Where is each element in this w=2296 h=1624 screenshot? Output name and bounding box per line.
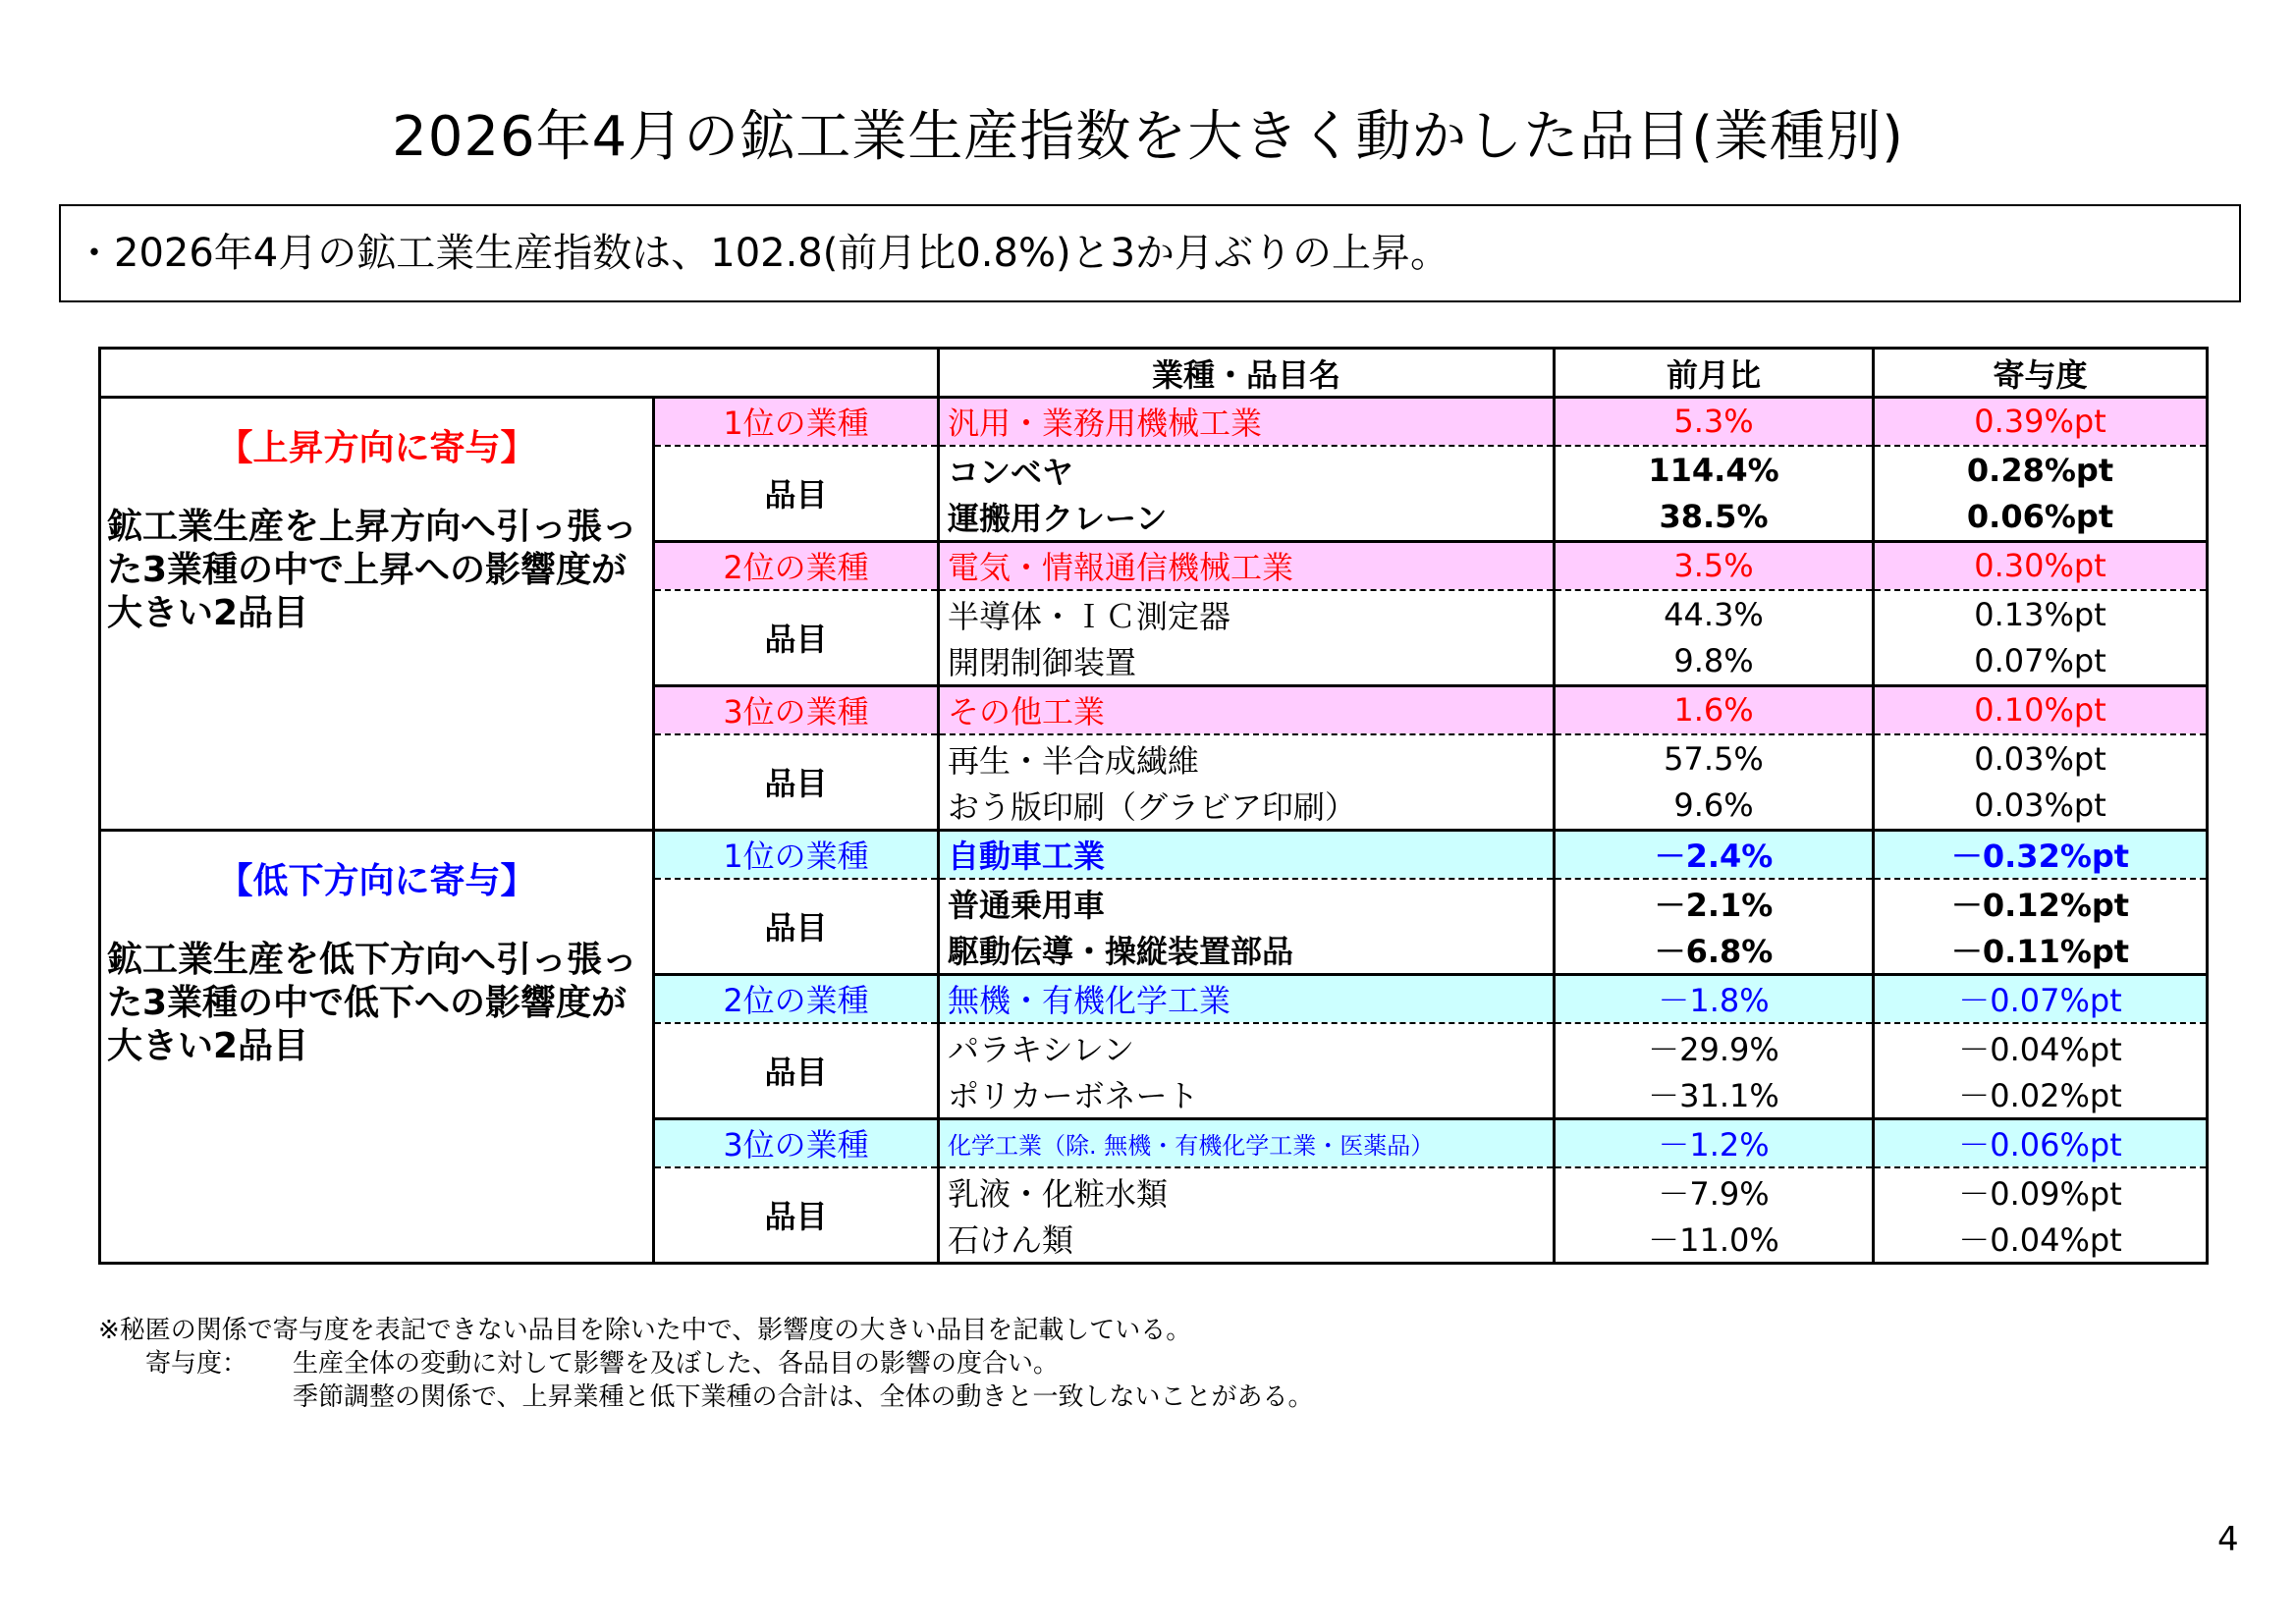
items-label: 品目 [654, 1167, 939, 1264]
item-contrib: 0.28%pt [1874, 446, 2208, 494]
item-yoy: 38.5% [1555, 494, 1874, 542]
industry-yoy: －1.8% [1555, 975, 1874, 1023]
industry-name: その他工業 [939, 686, 1555, 734]
item-name: 運搬用クレーン [939, 494, 1555, 542]
downward-group-cell [100, 831, 654, 1264]
industry-contrib: －0.07%pt [1874, 975, 2208, 1023]
items-label: 品目 [654, 446, 939, 542]
item-yoy: 9.8% [1555, 638, 1874, 686]
industry-rank: 1位の業種 [654, 831, 939, 879]
item-contrib: －0.12%pt [1874, 879, 2208, 927]
contribution-table [98, 347, 2209, 1265]
industry-name: 汎用・業務用機械工業 [939, 398, 1555, 446]
items-label: 品目 [654, 879, 939, 975]
item-yoy: －6.8% [1555, 927, 1874, 975]
header-blank-cell [100, 349, 939, 398]
item-contrib: 0.03%pt [1874, 783, 2208, 831]
item-name: 乳液・化粧水類 [939, 1167, 1555, 1216]
item-yoy: －29.9% [1555, 1023, 1874, 1071]
items-label: 品目 [654, 590, 939, 686]
item-name: パラキシレン [939, 1023, 1555, 1071]
industry-rank: 3位の業種 [654, 1119, 939, 1167]
items-label: 品目 [654, 734, 939, 831]
industry-yoy: －2.4% [1555, 831, 1874, 879]
industry-rank: 3位の業種 [654, 686, 939, 734]
industry-rank: 2位の業種 [654, 542, 939, 590]
upward-group-description: 鉱工業生産を上昇方向へ引っ張った3業種の中で上昇への影響度が大きい2品目 [107, 507, 638, 633]
item-yoy: －7.9% [1555, 1167, 1874, 1216]
industry-contrib: －0.06%pt [1874, 1119, 2208, 1167]
item-name: 開閉制御装置 [939, 638, 1555, 686]
industry-contrib: 0.10%pt [1874, 686, 2208, 734]
table-header-row [100, 349, 2208, 398]
footnote-contrib-def2: 季節調整の関係で、上昇業種と低下業種の合計は、全体の動きと一致しないことがある。 [293, 1382, 1314, 1412]
item-name: 再生・半合成繊維 [939, 734, 1555, 783]
page-number: 4 [2217, 1520, 2239, 1559]
industry-contrib: 0.39%pt [1874, 398, 2208, 446]
item-yoy: －11.0% [1555, 1216, 1874, 1264]
industry-yoy: －1.2% [1555, 1119, 1874, 1167]
item-contrib: －0.11%pt [1874, 927, 2208, 975]
industry-name: 無機・有機化学工業 [939, 975, 1555, 1023]
item-contrib: 0.06%pt [1874, 494, 2208, 542]
upward-group-heading: 【上昇方向に寄与】 [217, 428, 536, 468]
header-contrib: 寄与度 [1874, 349, 2208, 398]
industry-row [100, 398, 2208, 446]
item-yoy: 44.3% [1555, 590, 1874, 638]
summary-box: ・2026年4月の鉱工業生産指数は、102.8(前月比0.8%)と3か月ぶりの上昇。 [59, 204, 2241, 302]
industry-row [100, 831, 2208, 879]
industry-rank: 2位の業種 [654, 975, 939, 1023]
industry-yoy: 3.5% [1555, 542, 1874, 590]
industry-name: 化学工業（除. 無機・有機化学工業・医薬品） [939, 1119, 1555, 1167]
item-contrib: 0.13%pt [1874, 590, 2208, 638]
items-label: 品目 [654, 1023, 939, 1119]
item-name: おう版印刷（グラビア印刷） [939, 783, 1555, 831]
item-contrib: －0.02%pt [1874, 1071, 2208, 1119]
header-yoy: 前月比 [1555, 349, 1874, 398]
item-yoy: 9.6% [1555, 783, 1874, 831]
industry-name: 自動車工業 [939, 831, 1555, 879]
item-name: 半導体・ＩＣ測定器 [939, 590, 1555, 638]
item-yoy: －2.1% [1555, 879, 1874, 927]
item-yoy: 57.5% [1555, 734, 1874, 783]
item-contrib: －0.09%pt [1874, 1167, 2208, 1216]
industry-name: 電気・情報通信機械工業 [939, 542, 1555, 590]
industry-yoy: 1.6% [1555, 686, 1874, 734]
item-name: コンベヤ [939, 446, 1555, 494]
item-yoy: 114.4% [1555, 446, 1874, 494]
industry-contrib: －0.32%pt [1874, 831, 2208, 879]
footnote-contrib-def1: 生産全体の変動に対して影響を及ぼした、各品目の影響の度合い。 [293, 1349, 1060, 1379]
downward-group-description: 鉱工業生産を低下方向へ引っ張った3業種の中で低下への影響度が大きい2品目 [107, 940, 638, 1066]
footnote-contrib-definition [98, 1347, 1313, 1380]
industry-yoy: 5.3% [1555, 398, 1874, 446]
industry-contrib: 0.30%pt [1874, 542, 2208, 590]
item-name: 駆動伝導・操縦装置部品 [939, 927, 1555, 975]
item-yoy: －31.1% [1555, 1071, 1874, 1119]
header-name: 業種・品目名 [939, 349, 1555, 398]
footnotes [98, 1314, 1313, 1414]
upward-group-cell [100, 398, 654, 831]
item-contrib: 0.03%pt [1874, 734, 2208, 783]
footnote-contrib-label: 寄与度： [145, 1349, 248, 1379]
item-name: ポリカーボネート [939, 1071, 1555, 1119]
footnote-confidentiality: ※秘匿の関係で寄与度を表記できない品目を除いた中で、影響度の大きい品目を記載している。 [98, 1316, 1192, 1345]
item-contrib: 0.07%pt [1874, 638, 2208, 686]
item-name: 石けん類 [939, 1216, 1555, 1264]
page-title: 2026年4月の鉱工業生産指数を大きく動かした品目(業種別) [392, 105, 1904, 169]
item-contrib: －0.04%pt [1874, 1216, 2208, 1264]
downward-group-heading: 【低下方向に寄与】 [217, 861, 536, 901]
industry-rank: 1位の業種 [654, 398, 939, 446]
item-name: 普通乗用車 [939, 879, 1555, 927]
item-contrib: －0.04%pt [1874, 1023, 2208, 1071]
